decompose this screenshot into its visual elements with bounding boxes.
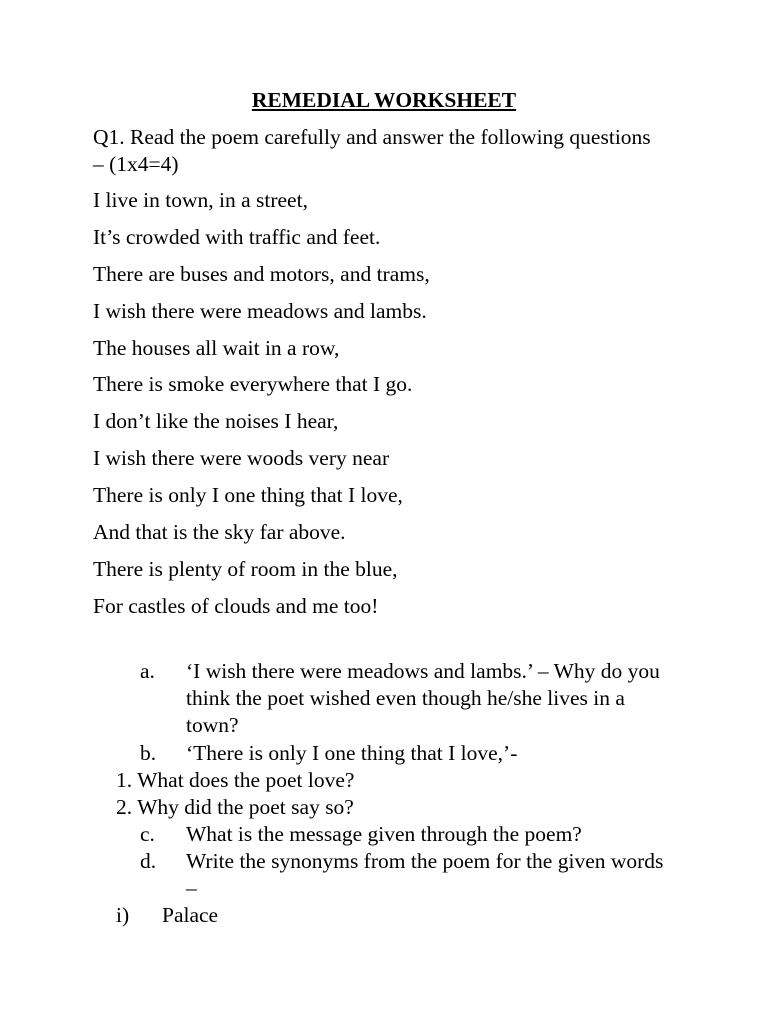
poem-line: I wish there were woods very near bbox=[93, 446, 390, 471]
poem-line: And that is the sky far above. bbox=[93, 520, 346, 545]
poem-line: I live in town, in a street, bbox=[93, 188, 308, 212]
sub-question-label: b. bbox=[140, 741, 157, 765]
sub-question-label: d. bbox=[140, 849, 157, 873]
poem-line: There is only I one thing that I love, bbox=[93, 483, 403, 508]
worksheet-title: REMEDIAL WORKSHEET bbox=[251, 88, 517, 112]
sub-question-label: a. bbox=[140, 659, 155, 683]
poem-line: I wish there were meadows and lambs. bbox=[93, 298, 427, 323]
poem bbox=[93, 187, 430, 630]
sub-question-text: ‘There is only I one thing that I love,’- bbox=[186, 741, 518, 765]
poem-line: It’s crowded with traffic and feet. bbox=[93, 224, 381, 249]
sub-question-text: What is the message given through the poem? bbox=[186, 822, 582, 846]
sub-question-text: Write the synonyms from the poem for the given words – bbox=[186, 849, 664, 900]
numbered-item-2: 2. Why did the poet say so? bbox=[116, 795, 354, 819]
poem-line: There is plenty of room in the blue, bbox=[93, 556, 398, 581]
numbered-item-1: 1. What does the poet love? bbox=[116, 768, 355, 792]
question-1-instruction: Q1. Read the poem carefully and answer the following questions – (1x4=4) bbox=[93, 125, 651, 176]
poem-line: For castles of clouds and me too! bbox=[93, 593, 379, 618]
poem-line: I don’t like the noises I hear, bbox=[93, 409, 339, 434]
sub-question-text: ‘I wish there were meadows and lambs.’ – Why do you think the poet wished even though he/she lives in a town? bbox=[186, 659, 660, 737]
poem-line: There is smoke everywhere that I go. bbox=[93, 372, 413, 397]
sub-question-label: c. bbox=[140, 822, 155, 846]
poem-line: The houses all wait in a row, bbox=[93, 335, 340, 360]
roman-item-text: Palace bbox=[162, 903, 219, 927]
poem-line: There are buses and motors, and trams, bbox=[93, 261, 430, 286]
roman-item-label: i) bbox=[116, 903, 130, 927]
